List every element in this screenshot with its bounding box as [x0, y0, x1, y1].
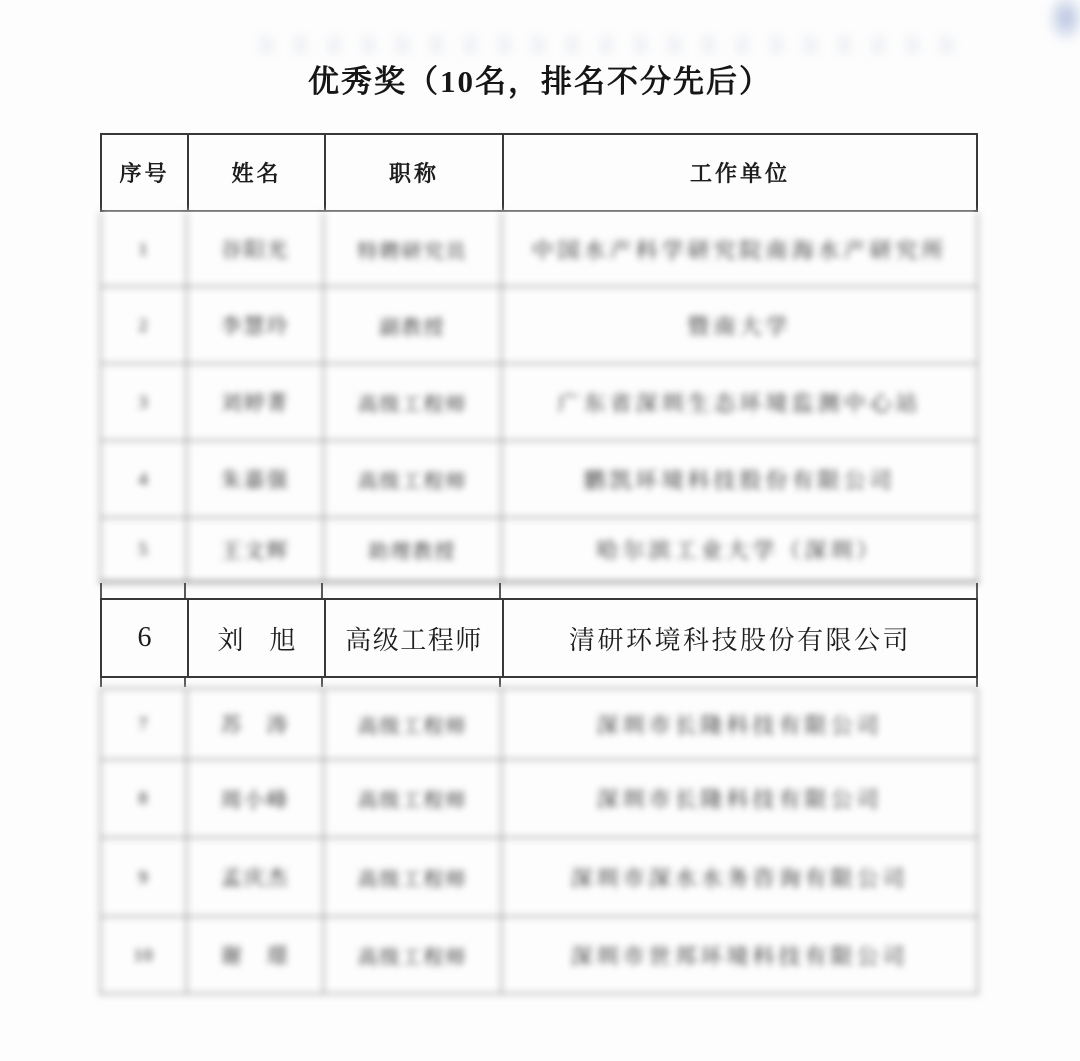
grid-line-stub: [321, 583, 323, 598]
cell-name: 朱嘉强: [186, 441, 323, 517]
cell-name: 李慧玲: [186, 287, 323, 363]
cell-name: 王文辉: [186, 518, 323, 581]
blurred-rows-top: [100, 212, 978, 585]
table-row: [101, 287, 977, 364]
cell-name: 谷阳光: [186, 212, 323, 286]
cell-unit: 哈尔滨工业大学（深圳）: [501, 518, 977, 581]
page-title: 优秀奖（10名，排名不分先后）: [308, 64, 772, 99]
cell-no: 2: [138, 314, 149, 335]
header-cell-name: 姓名: [187, 135, 324, 210]
grid-line-stub: [499, 678, 501, 687]
cell-title: 高级工程师: [323, 441, 501, 517]
cell-no: 9: [138, 866, 149, 887]
cell-no: 7: [138, 713, 149, 734]
cell-unit: 深圳市长隆科技有限公司: [501, 689, 977, 759]
table-row: [101, 760, 977, 838]
award-table-header: [100, 133, 978, 212]
cell-no: 4: [138, 468, 149, 489]
cell-title: 高级工程师: [323, 917, 501, 993]
cell-unit: 暨南大学: [501, 287, 977, 363]
cell-no: 10: [133, 944, 154, 965]
cell-name: 孟庆杰: [186, 838, 323, 916]
cell-name: 刘 旭: [187, 600, 324, 676]
grid-line-stub: [976, 678, 978, 687]
table-row: [101, 212, 977, 287]
cell-title: 高级工程师: [323, 760, 501, 837]
grid-line-stub: [976, 583, 978, 598]
table-row: [101, 518, 977, 583]
cell-title: 特聘研究员: [323, 212, 501, 286]
cell-unit: 中国水产科学研究院南海水产研究所: [501, 212, 977, 286]
blurred-rows-bottom: [100, 688, 978, 995]
scan-artifact-faint-text: [260, 36, 960, 54]
cell-unit: 广东省深圳生态环境监测中心站: [501, 364, 977, 440]
table-row: [101, 441, 977, 518]
cell-title: 高级工程师: [323, 689, 501, 759]
cell-unit: 鹏凯环境科技股份有限公司: [501, 441, 977, 517]
cell-no: 6: [137, 622, 152, 653]
table-row: [101, 689, 977, 760]
grid-line-stub: [321, 678, 323, 687]
scan-artifact-corner-smudge: [1046, 0, 1080, 44]
cell-title: 高级工程师: [324, 600, 502, 676]
cell-unit: 清研环境科技股份有限公司: [502, 600, 976, 676]
header-cell-unit: 工作单位: [502, 135, 976, 210]
cell-no: 3: [138, 391, 149, 412]
table-row: [101, 917, 977, 994]
header-row: [102, 135, 976, 210]
cell-name: 苏 涛: [186, 689, 323, 759]
grid-line-stub: [184, 678, 186, 687]
cell-name: 谢 璟: [186, 917, 323, 993]
cell-title: 助理教授: [323, 518, 501, 581]
header-cell-no: 序号: [119, 161, 170, 186]
cell-unit: 深圳市世邦环境科技有限公司: [501, 917, 977, 993]
cell-name: 周小峰: [186, 760, 323, 837]
table-row: [102, 600, 976, 676]
cell-no: 5: [138, 539, 149, 559]
header-cell-title: 职称: [324, 135, 502, 210]
cell-title: 副教授: [323, 287, 501, 363]
cell-unit: 深圳市长隆科技有限公司: [501, 760, 977, 837]
cell-unit: 深圳市深水水务咨询有限公司: [501, 838, 977, 916]
grid-line-stub: [100, 583, 102, 598]
grid-line-stub: [100, 678, 102, 687]
cell-no: 8: [138, 788, 149, 808]
cell-name: 刘婷菁: [186, 364, 323, 440]
table-row: [101, 838, 977, 917]
grid-line-stub: [499, 583, 501, 598]
winner-row: [100, 598, 978, 678]
table-row: [101, 364, 977, 441]
cell-title: 高级工程师: [323, 364, 501, 440]
cell-title: 高级工程师: [323, 838, 501, 916]
grid-line-stub: [184, 583, 186, 598]
cell-no: 1: [138, 238, 149, 259]
